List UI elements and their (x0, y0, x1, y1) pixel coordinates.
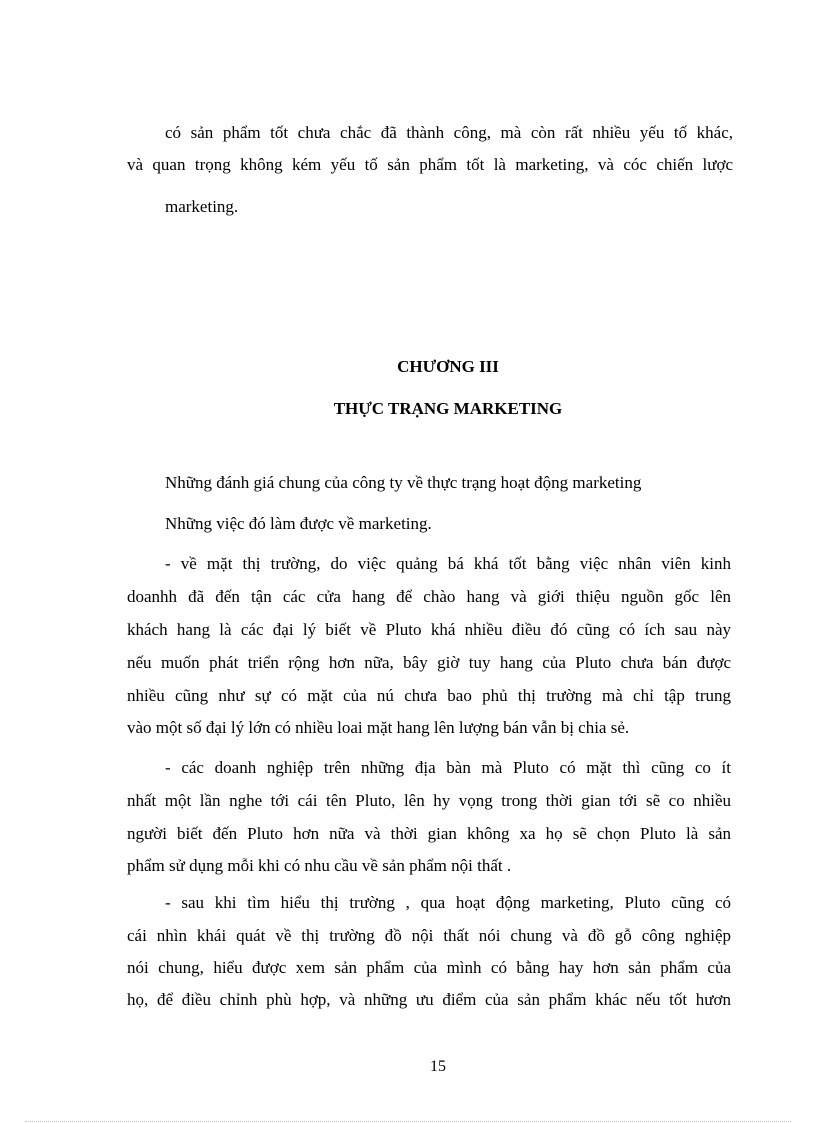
chapter-title: THỰC TRẠNG MARKETING (333, 399, 563, 418)
intro-line-3: marketing. (165, 197, 239, 216)
paragraph-1-line-2: doanhh đã đến tận các cửa hang để chào hang và giới thiệu nguồn gốc lên (127, 587, 731, 606)
section-heading-1: Những đánh giá chung của công ty về thực trạng hoạt động marketing (165, 473, 642, 492)
paragraph-3-line-1: - sau khi tìm hiểu thị trường , qua hoạt động marketing, Pluto cũng có (165, 893, 731, 912)
intro-line-1: có sản phẩm tốt chưa chắc đã thành công, mà còn rất nhiều yếu tố khác, (165, 123, 733, 142)
paragraph-2-line-4: phẩm sử dụng mỗi khi có nhu cầu về sản phẩm nội thất . (127, 856, 512, 875)
paragraph-3-line-2: cái nhìn khái quát về thị trường đồ nội thất nói chung và đồ gỗ công nghiệp (127, 926, 731, 945)
intro-line-2: và quan trọng không kém yếu tố sản phẩm tốt là marketing, và cóc chiến lược (127, 155, 733, 174)
paragraph-2-line-1: - các doanh nghiệp trên những địa bàn mà Pluto có mặt thì cũng co ít (165, 758, 731, 777)
paragraph-1-line-3: khách hang là các đại lý biết về Pluto khá nhiều điều đó cũng có ích sau này (127, 620, 731, 639)
chapter-number: CHƯƠNG III (397, 357, 499, 376)
paragraph-3-line-4: họ, để điều chỉnh phù hợp, và những ưu điểm của sản phẩm khác nếu tốt hươn (127, 990, 731, 1009)
paragraph-2-line-2: nhất một lần nghe tới cái tên Pluto, lên hy vọng trong thời gian tới sẽ co nhiều (127, 791, 731, 810)
paragraph-3-line-3: nói chung, hiểu được xem sản phẩm của mình có bằng hay hơn sản phẩm của (127, 958, 731, 977)
paragraph-1-line-1: - về mặt thị trường, do việc quảng bá khá tốt bằng việc nhân viên kinh (165, 554, 731, 573)
page-bottom-divider (25, 1121, 791, 1122)
page-number: 15 (430, 1058, 446, 1075)
paragraph-1-line-5: nhiều cũng như sự có mặt của nú chưa bao phủ thị trường mà chỉ tập trung (127, 686, 731, 705)
section-heading-2: Những việc đó làm được về marketing. (165, 514, 432, 533)
paragraph-1-line-4: nếu muốn phát triển rộng hơn nữa, bây giờ tuy hang của Pluto chưa bán được (127, 653, 731, 672)
paragraph-1-line-6: vào một số đại lý lớn có nhiều loai mặt hang lên lượng bán vẫn bị chia sẻ. (127, 718, 630, 737)
paragraph-2-line-3: người biết đến Pluto hơn nữa và thời gian không xa họ sẽ chọn Pluto là sản (127, 824, 731, 843)
